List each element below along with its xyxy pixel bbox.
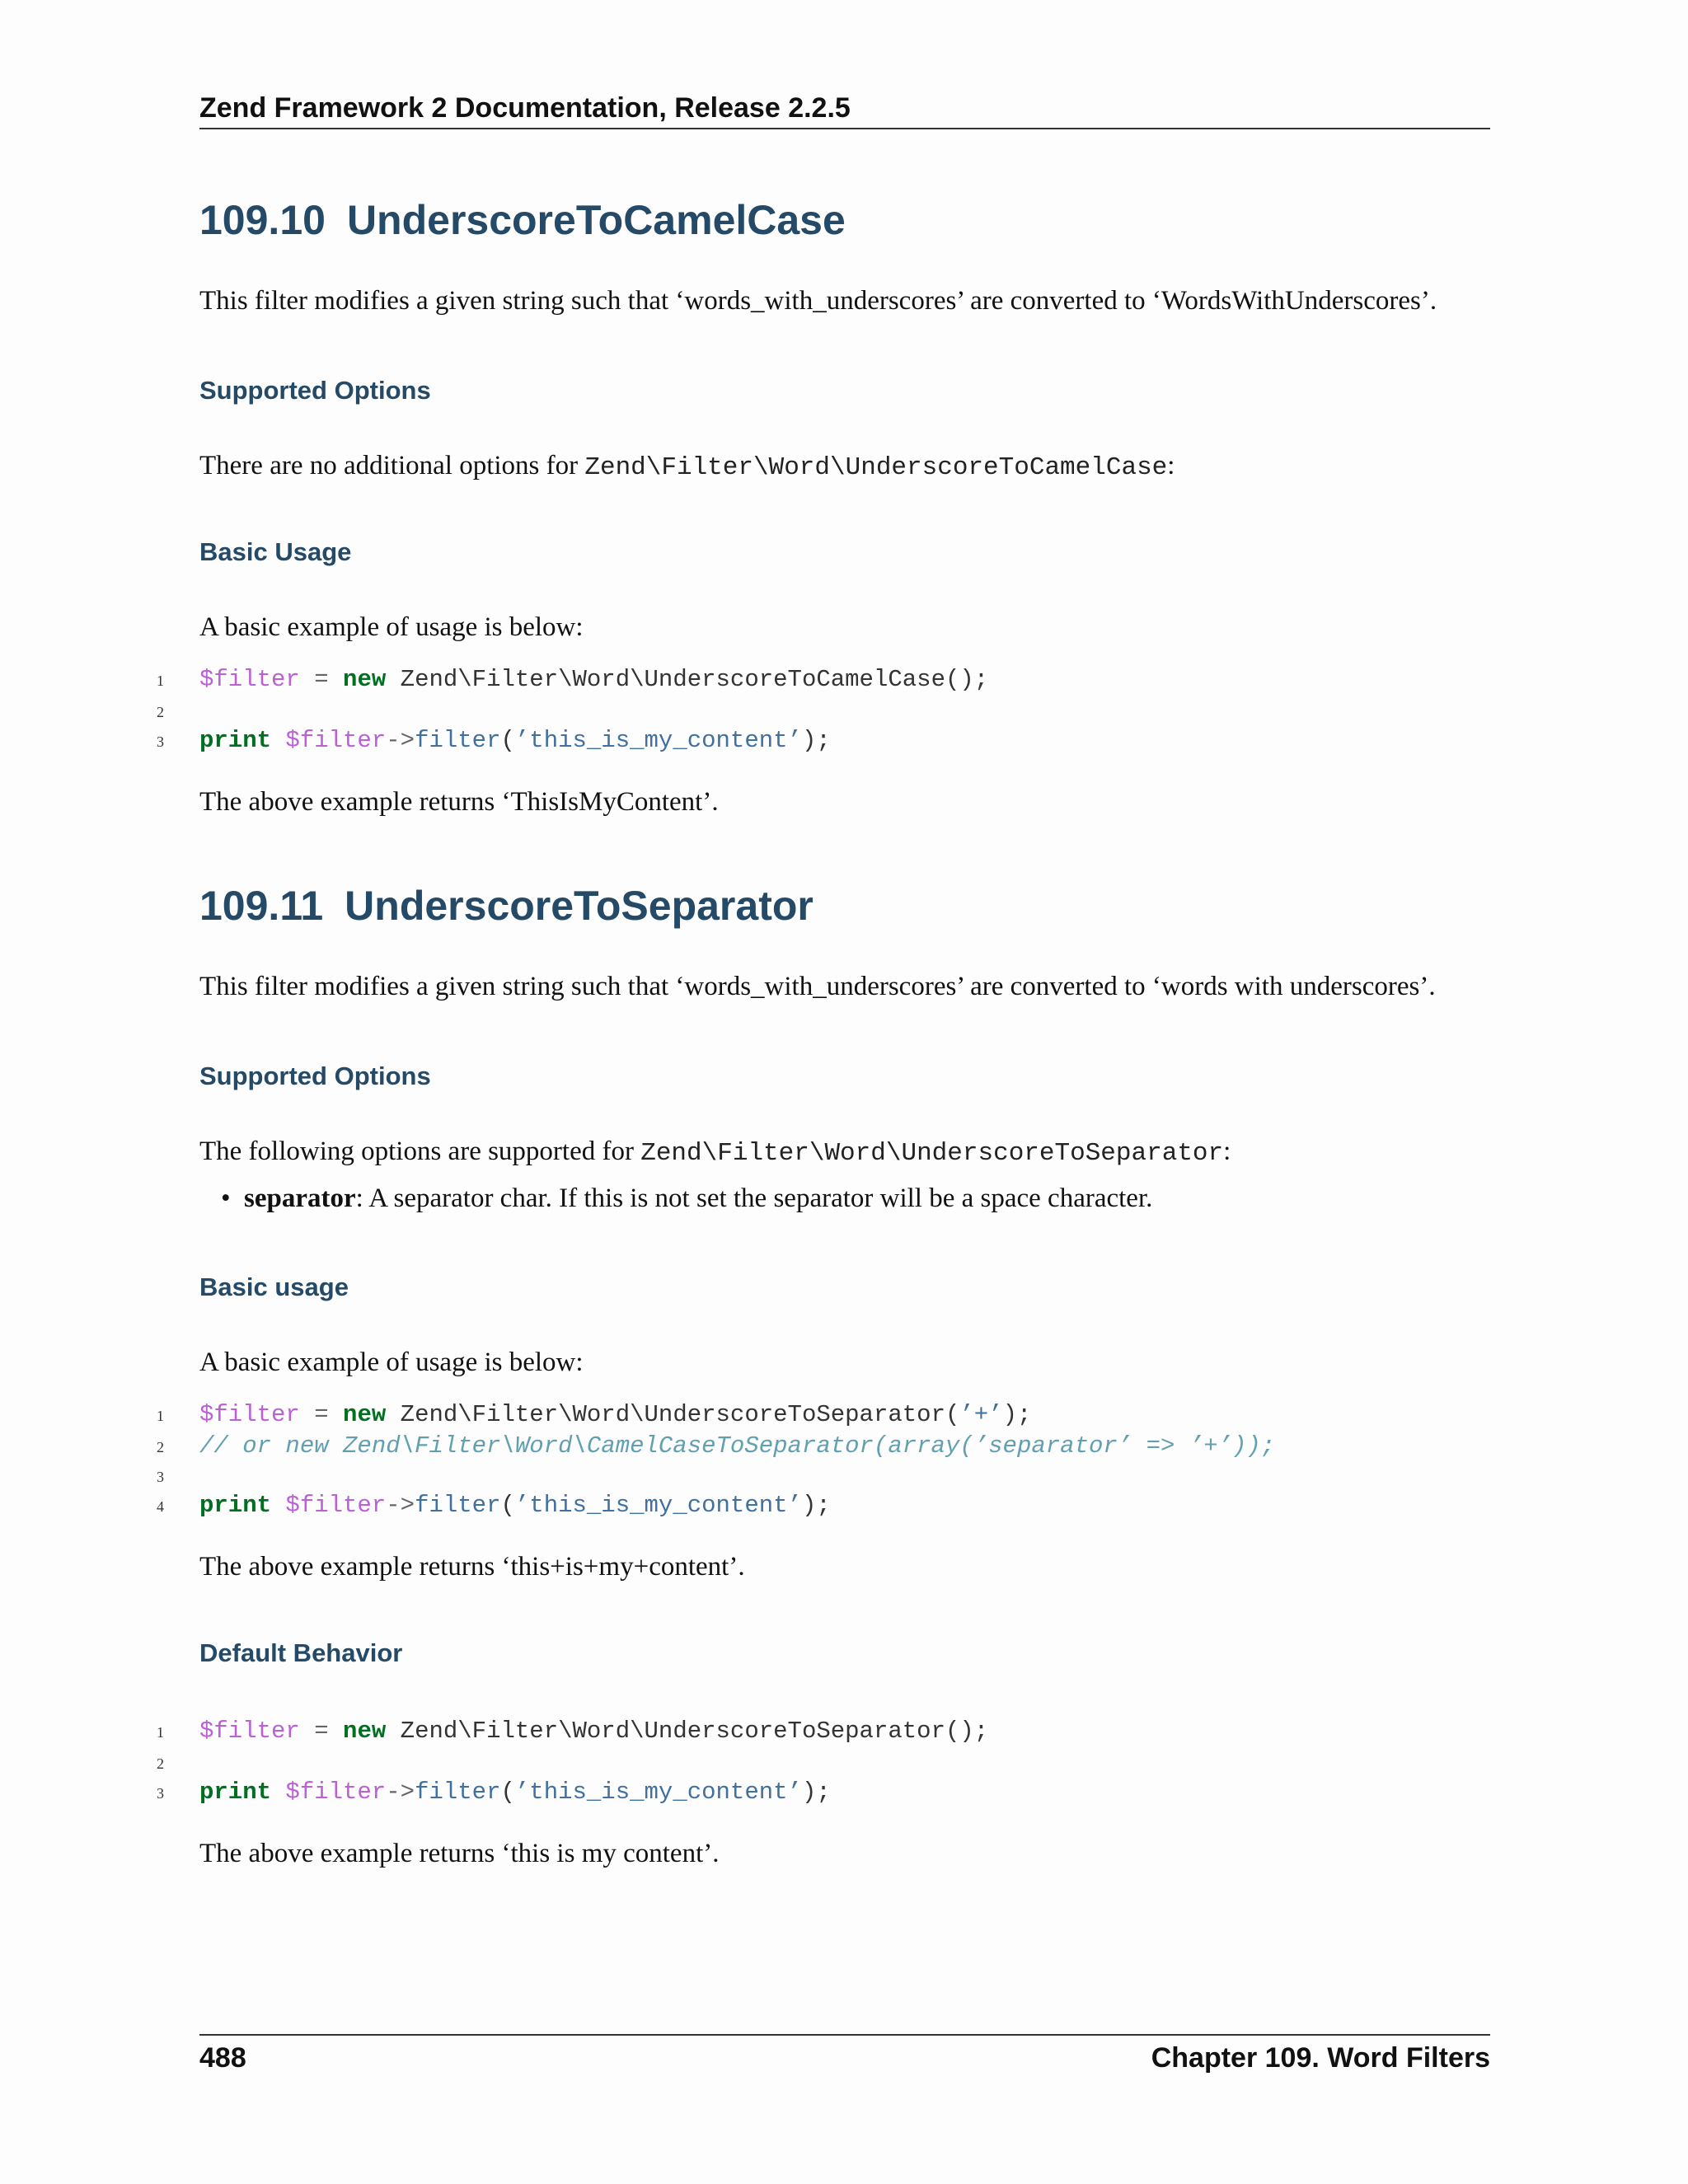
options-text: There are no additional options for Zend\Filter\Word\UnderscoreToCamelCase: xyxy=(199,451,1175,482)
code-line: 1 $filter = new Zend\Filter\Word\UnderscoreToCamelCase(); xyxy=(157,666,989,693)
option-list-item: • separator: A separator char. If this is not set the separator will be a space character. xyxy=(221,1183,1153,1213)
result-text: The above example returns ‘ThisIsMyContent’. xyxy=(199,787,719,817)
running-footer xyxy=(199,2034,1490,2074)
header-title: Zend Framework 2 Documentation, Release 2.2.5 xyxy=(199,92,851,124)
code-line: 2 // or new Zend\Filter\Word\CamelCaseToSeparator(array(’separator’ => ’+’)); xyxy=(157,1432,1276,1460)
subheading-supported-options: Supported Options xyxy=(199,376,431,405)
code-line: 3 print $filter->filter(’this_is_my_content’); xyxy=(157,1779,831,1806)
section-intro: This filter modifies a given string such that ‘words_with_underscores’ are converted to ‘words with underscores’. xyxy=(199,972,1436,1001)
class-name-code: Zend\Filter\Word\UnderscoreToSeparator xyxy=(640,1139,1224,1168)
section-heading-underscore-to-camelcase: 109.10 UnderscoreToCamelCase xyxy=(199,197,846,243)
subheading-default-behavior: Default Behavior xyxy=(199,1638,403,1667)
usage-text: A basic example of usage is below: xyxy=(199,1347,584,1377)
section-intro: This filter modifies a given string such that ‘words_with_underscores’ are converted to ‘WordsWithUnderscores’. xyxy=(199,286,1437,316)
result-text: The above example returns ‘this+is+my+content’. xyxy=(199,1552,745,1582)
code-line: 3 print $filter->filter(’this_is_my_content’); xyxy=(157,727,831,754)
page-number: 488 xyxy=(199,2042,246,2074)
chapter-title: Chapter 109. Word Filters xyxy=(1151,2042,1490,2074)
section-heading-underscore-to-separator: 109.11 UnderscoreToSeparator xyxy=(199,883,814,929)
subheading-basic-usage: Basic Usage xyxy=(199,537,352,566)
code-line: 2 xyxy=(157,1755,164,1772)
subheading-basic-usage: Basic usage xyxy=(199,1272,349,1301)
subheading-supported-options: Supported Options xyxy=(199,1062,431,1090)
running-header xyxy=(199,92,1490,129)
code-line: 4 print $filter->filter(’this_is_my_content’); xyxy=(157,1492,831,1519)
usage-text: A basic example of usage is below: xyxy=(199,612,584,642)
code-line: 1 $filter = new Zend\Filter\Word\UnderscoreToSeparator(’+’); xyxy=(157,1401,1032,1428)
code-line: 2 xyxy=(157,704,164,720)
result-text: The above example returns ‘this is my content’. xyxy=(199,1839,720,1868)
code-line: 3 xyxy=(157,1469,164,1485)
bullet-icon: • xyxy=(221,1183,231,1213)
options-text: The following options are supported for Zend\Filter\Word\UnderscoreToSeparator: xyxy=(199,1137,1231,1168)
code-line: 1 $filter = new Zend\Filter\Word\UnderscoreToSeparator(); xyxy=(157,1718,989,1745)
class-name-code: Zend\Filter\Word\UnderscoreToCamelCase xyxy=(584,453,1168,482)
